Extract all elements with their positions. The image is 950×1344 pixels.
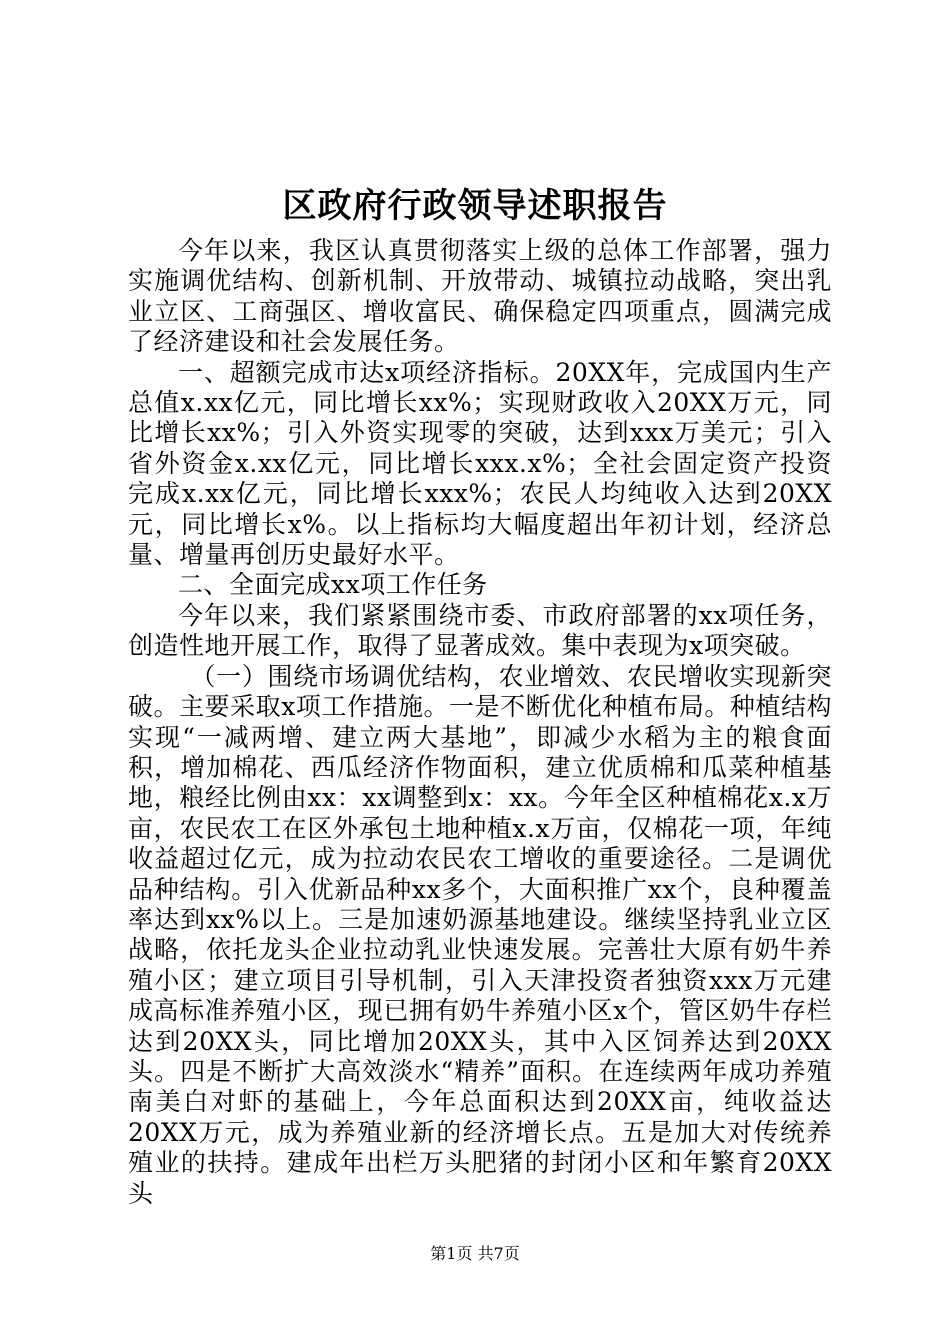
paragraph-intro: 今年以来，我区认真贯彻落实上级的总体工作部署，强力实施调优结构、创新机制、开放带动、城镇拉动战略，突出乳业立区、工商强区、增收富民、确保稳定四项重点，圆满完成了经济建设和社会发展任务。 <box>128 236 832 357</box>
document-title: 区政府行政领导述职报告 <box>282 186 668 226</box>
paragraph-subsection-one: （一）围绕市场调优结构，农业增效、农民增收实现新突破。主要采取x项工作措施。一是不断优化种植布局。种植结构实现“一减两增、建立两大基地”，即减少水稻为主的粮食面积，增加棉花、西瓜经济作物面积，建立优质棉和瓜菜种植基地，粮经比例由xx：xx调整到x：xx。今年全区种植棉花x.x万亩，农民农工在区外承包土地种植x.x万亩，仅棉花一项，年纯收益超过亿元，成为拉动农民农工增收的重要途径。二是调优品种结构。引入优新品种xx多个，大面积推广xx个，良种覆盖率达到xx%以上。三是加速奶源基地建设。继续坚持乳业立区战略，依托龙头企业拉动乳业快速发展。完善壮大原有奶牛养殖小区；建立项目引导机制，引入天津投资者独资xxx万元建成高标准养殖小区，现已拥有奶牛养殖小区x个，管区奶牛存栏达到20XX头，同比增加20XX头，其中入区饲养达到20XX头。四是不断扩大高效淡水“精养”面积。在连续两年成功养殖南美白对虾的基础上，今年总面积达到20XX亩，纯收益达20XX万元，成为养殖业新的经济增长点。五是加大对传统养殖业的扶持。建成年出栏万头肥猪的封闭小区和年繁育20XX头 <box>128 661 832 1208</box>
paragraph-section-two-intro: 今年以来，我们紧紧围绕市委、市政府部署的xx项任务，创造性地开展工作，取得了显著成效。集中表现为x项突破。 <box>128 600 832 661</box>
paragraph-section-one: 一、超额完成市达x项经济指标。20XX年，完成国内生产总值x.xx亿元，同比增长xx%；实现财政收入20XX万元，同比增长xx%；引入外资实现零的突破，达到xxx万美元；引入省外资金x.xx亿元，同比增长xxx.x%；全社会固定资产投资完成x.xx亿元，同比增长xxx%；农民人均纯收入达到20XX元，同比增长x%。以上指标均大幅度超出年初计划，经济总量、增量再创历史最好水平。 <box>128 357 832 570</box>
section-heading-two: 二、全面完成xx项工作任务 <box>178 570 488 600</box>
page-number-footer: 第1页 共7页 <box>430 1244 520 1263</box>
document-body <box>128 236 832 1209</box>
